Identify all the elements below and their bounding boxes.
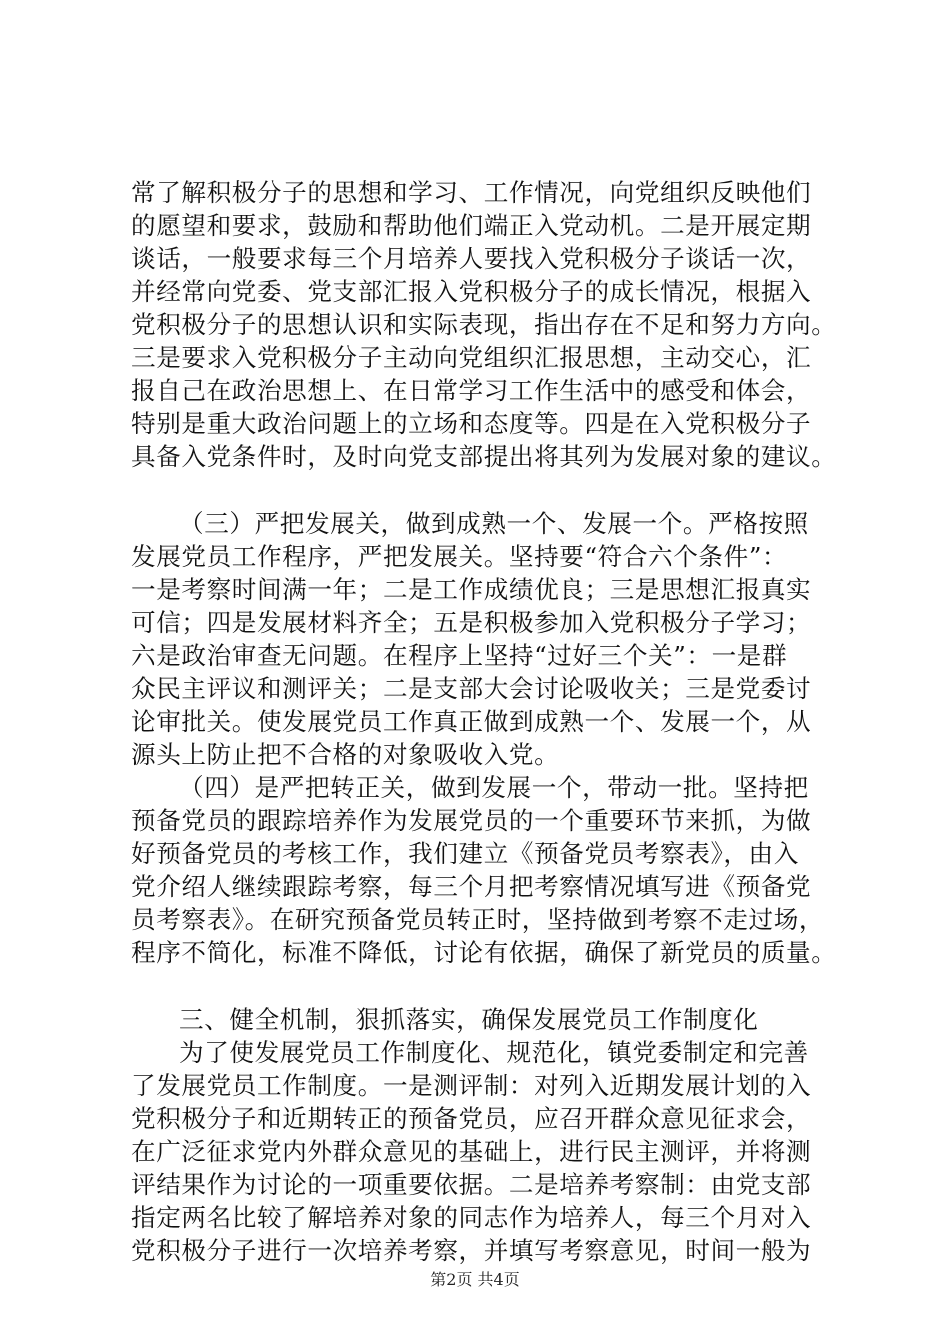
body-text-line: 源头上防止把不合格的对象吸收入党。 [131,740,560,769]
body-text-line: 指定两名比较了解培养对象的同志作为培养人，每三个月对入 [131,1203,812,1232]
body-text-line: 在广泛征求党内外群众意见的基础上，进行民主测评，并将测 [131,1137,812,1166]
body-text-line: 员考察表》。在研究预备党员转正时，坚持做到考察不走过场， [131,905,825,934]
body-text-line: 党积极分子的思想认识和实际表现，指出存在不足和努力方向。 [131,310,837,339]
body-text-line: 具备入党条件时，及时向党支部提出将其列为发展对象的建议。 [131,442,837,471]
page-number-footer: 第2页 共4页 [430,1270,520,1289]
body-text-line: 论审批关。使发展党员工作真正做到成熟一个、发展一个，从 [131,707,812,736]
body-text-line: 常了解积极分子的思想和学习、工作情况，向党组织反映他们 [131,178,812,207]
body-text-line: 了发展党员工作制度。一是测评制：对列入近期发展计划的入 [131,1071,812,1100]
body-text-line: 党介绍人继续跟踪考察，每三个月把考察情况填写进《预备党 [131,872,812,901]
body-text-line: 报自己在政治思想上、在日常学习工作生活中的感受和体会， [131,376,812,405]
paragraph-4-first-line: （四）是严把转正关，做到发展一个，带动一批。坚持把 [179,773,809,802]
body-text-line: 党积极分子和近期转正的预备党员，应召开群众意见征求会， [131,1104,812,1133]
body-text-line: 谈话，一般要求每三个月培养人要找入党积极分子谈话一次， [131,244,812,273]
section-heading: 三、健全机制，狠抓落实，确保发展党员工作制度化 [179,1005,759,1034]
body-text-line: 发展党员工作程序，严把发展关。坚持要“符合六个条件”： [131,542,788,571]
body-text-line: 好预备党员的考核工作，我们建立《预备党员考察表》，由入 [131,839,799,868]
body-text-line: 并经常向党委、党支部汇报入党积极分子的成长情况，根据入 [131,277,812,306]
paragraph-3-first-line: （三）严把发展关，做到成熟一个、发展一个。严格按照 [179,509,809,538]
body-text-line: 特别是重大政治问题上的立场和态度等。四是在入党积极分子 [131,409,812,438]
body-text-line: 一是考察时间满一年；二是工作成绩优良；三是思想汇报真实 [131,575,812,604]
body-text-line: 的愿望和要求，鼓励和帮助他们端正入党动机。二是开展定期 [131,211,812,240]
body-text-line: 众民主评议和测评关；二是支部大会讨论吸收关；三是党委讨 [131,674,812,703]
body-text-line: 三是要求入党积极分子主动向党组织汇报思想，主动交心，汇 [131,343,812,372]
body-text-line: 可信；四是发展材料齐全；五是积极参加入党积极分子学习； [131,608,812,637]
paragraph-first-line: 为了使发展党员工作制度化、规范化，镇党委制定和完善 [179,1038,809,1067]
body-text-line: 程序不简化，标准不降低，讨论有依据，确保了新党员的质量。 [131,938,837,967]
body-text-line: 预备党员的跟踪培养作为发展党员的一个重要环节来抓，为做 [131,806,812,835]
body-text-line: 党积极分子进行一次培养考察，并填写考察意见，时间一般为 [131,1236,812,1265]
body-text-line: 评结果作为讨论的一项重要依据。二是培养考察制：由党支部 [131,1170,812,1199]
body-text-line: 六是政治审查无问题。在程序上坚持“过好三个关”：一是群 [131,641,788,670]
